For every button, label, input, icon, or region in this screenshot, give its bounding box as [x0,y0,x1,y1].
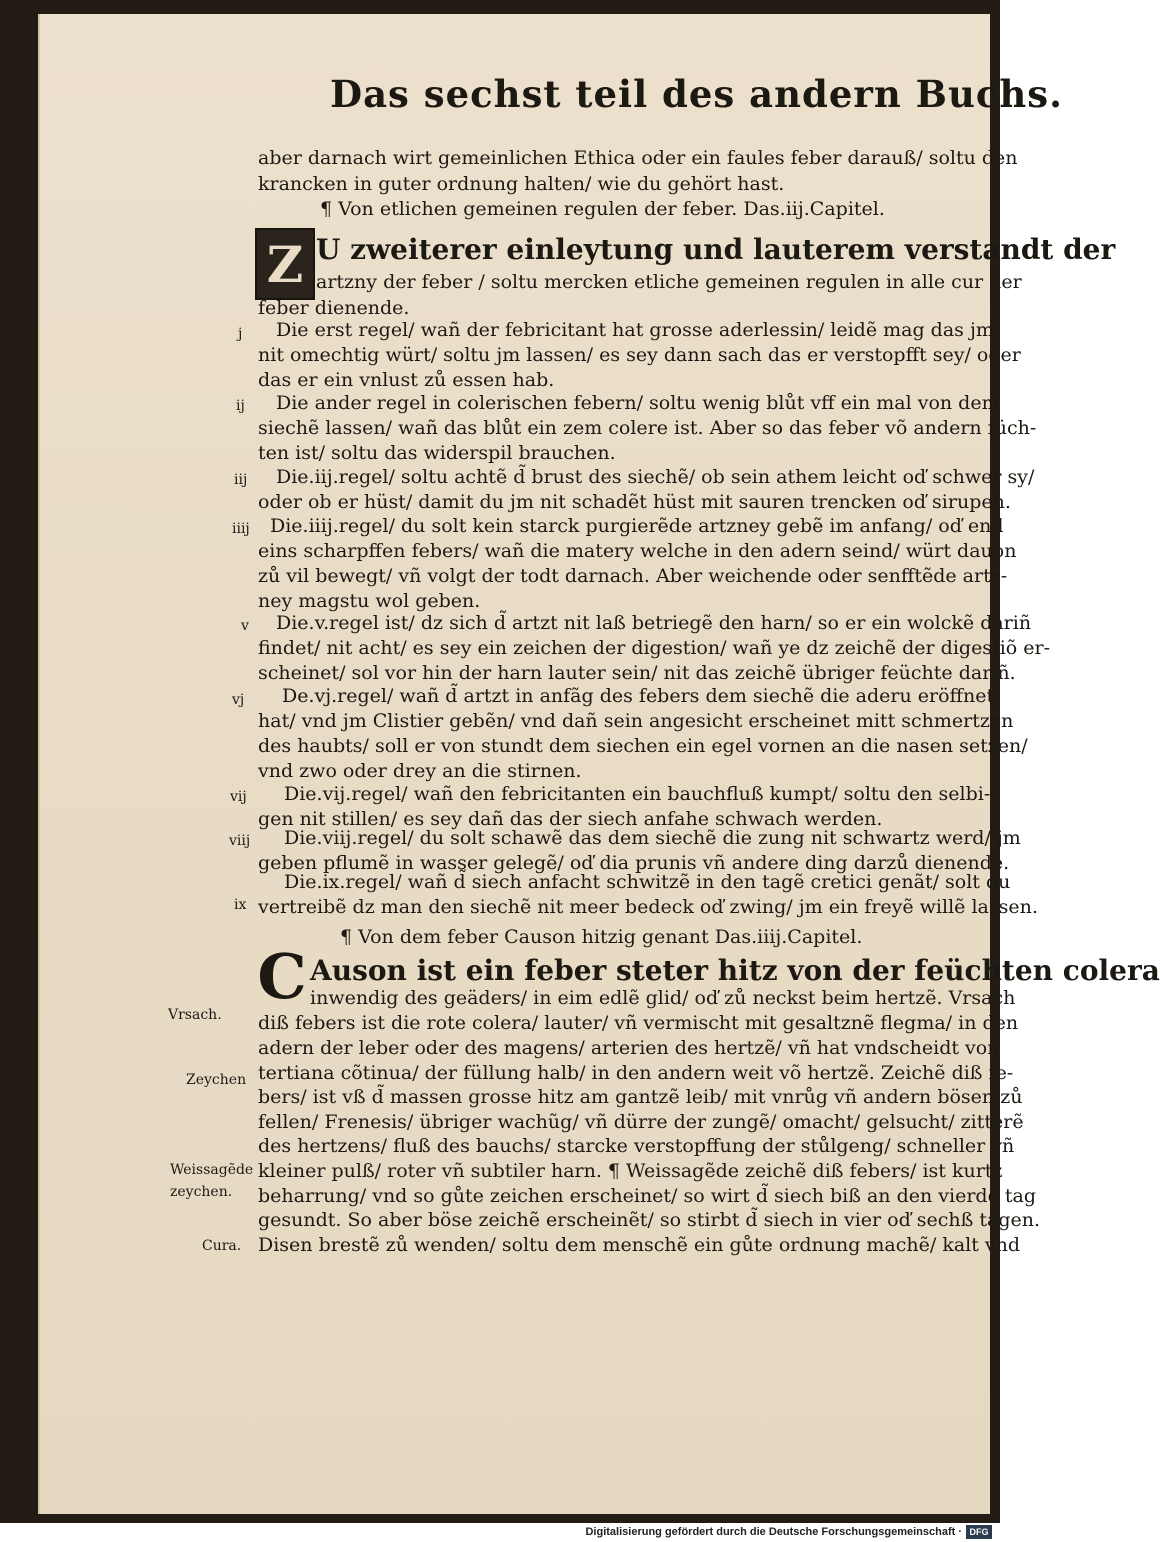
text-line: diß febers ist die rote colera/ lauter/ vñ vermischt mit gesaltznẽ flegma/ in den [258,1012,1019,1034]
large-initial: C [257,939,307,1013]
text-line: oder ob er hüst/ damit du jm nit schadẽt hüst mit sauren trencken oď sirupen. [258,491,1011,513]
text-line: geben pflumẽ in wasser gelegẽ/ oď dia prunis vñ andere ding darzů dienende. [258,852,1010,874]
text-line: artzny der feber / soltu mercken etliche gemeinen regulen in alle cur der [316,271,1022,293]
text-line: siechẽ lassen/ wañ das blůt ein zem colere ist. Aber so das feber võ andern füch- [258,417,1037,439]
dfg-logo: DFG [966,1525,992,1539]
text-line: des hertzens/ fluß des bauchs/ starcke verstopffung der stůlgeng/ schneller vñ [258,1135,1015,1157]
text-line: das er ein vnlust zů essen hab. [258,369,555,391]
text-line: gen nit stillen/ es sey dañ das der siech anfahe schwach werden. [258,808,883,830]
text-line: Die.v.regel ist/ dz sich d̃ artzt nit laß betriegẽ den harn/ so er ein wolckẽ dariñ [276,612,1032,634]
text-line: findet/ nit acht/ es sey ein zeichen der digestion/ wañ ye dz zeichẽ der digestiõ er- [258,637,1050,659]
text-line: ney magstu wol geben. [258,590,481,612]
text-line: hat/ vnd jm Clistier gebẽn/ vnd dañ sein angesicht erscheinet mitt schmertzen [258,710,1014,732]
text-line: bers/ ist vß d̃ massen grosse hitz am gantzẽ leib/ mit vnrůg vñ andern bösen zů [258,1086,1023,1108]
text-line: U zweiterer einleytung und lauterem verstandt der [316,233,1116,266]
text-line: zů vil bewegt/ vñ volgt der todt darnach. Aber weichende oder senfftẽde artz- [258,565,1008,587]
decorated-initial: Z [255,228,315,300]
text-line: des haubts/ soll er von stundt dem siechen ein egel vornen an die nasen setzen/ [258,735,1028,757]
text-line: aber darnach wirt gemeinlichen Ethica oder ein faules feber darauß/ soltu den [258,147,1018,169]
footer-bar [0,1523,1000,1542]
rule-numeral: iiij [232,521,250,537]
text-line: Die.iij.regel/ soltu achtẽ d̃ brust des siechẽ/ ob sein athem leicht oď schwer sy/ [276,466,1035,488]
text-line: ten ist/ soltu das widerspil brauchen. [258,442,616,464]
text-line: De.vj.regel/ wañ d̃ artzt in anfãg des febers dem siechẽ die aderu eröffnet [282,685,995,707]
rule-numeral: vj [232,692,245,708]
rule-numeral: j [238,326,243,342]
text-line: Die.ix.regel/ wañ d̃ siech anfacht schwitzẽ in den tagẽ cretici genãt/ solt du [284,871,1011,893]
text-line: Die.vij.regel/ wañ den febricitanten ein bauchfluß kumpt/ soltu den selbi- [284,783,991,805]
margin-note: Cura. [202,1238,242,1254]
text-line: Die ander regel in colerischen febern/ soltu wenig blůt vff ein mal von dem [276,392,1000,414]
text-line: Die.iiij.regel/ du solt kein starck purgierẽde artzney gebẽ im anfang/ oď end [270,515,1004,537]
text-line: vnd zwo oder drey an die stirnen. [258,760,582,782]
rule-numeral: ix [234,897,247,913]
rule-numeral: ij [236,398,245,414]
text-line: adern der leber oder des magens/ arterien des hertzẽ/ vñ hat vndscheidt von [258,1037,1000,1059]
text-line: inwendig des geäders/ in eim edlẽ glid/ oď zů neckst beim hertzẽ. Vrsach [310,987,1016,1009]
margin-note: Weissagẽde [170,1162,254,1178]
text-line: scheinet/ sol vor hin der harn lauter sein/ nit das zeichẽ übriger feüchte dariñ. [258,662,1016,684]
text-line: tertiana cõtinua/ der füllung halb/ in den andern weit võ hertzẽ. Zeichẽ diß fe- [258,1062,1014,1084]
rule-numeral: v [241,618,249,634]
text-line: feber dienende. [258,297,410,319]
rule-numeral: viij [229,833,251,849]
text-line: kleiner pulß/ roter vñ subtiler harn. ¶ Weissagẽde zeichẽ diß febers/ ist kurtz [258,1160,1003,1182]
text-line: eins scharpffen febers/ wañ die matery welche in den adern seind/ würt dauon [258,540,1017,562]
page-header: Das sechst teil des andern Buchs. [330,72,1064,116]
text-line: Die.viij.regel/ du solt schawẽ das dem siechẽ die zung nit schwartz werd/ jm [284,827,1021,849]
chapter-caption: ¶ Von dem feber Causon hitzig genant Das.iiij.Capitel. [340,926,863,948]
text-line: nit omechtig würt/ soltu jm lassen/ es sey dann sach das er verstopfft sey/ oder [258,344,1021,366]
footer-credit: Digitalisierung gefördert durch die Deutsche Forschungsgemeinschaft · [585,1526,962,1538]
text-line: Auson ist ein feber steter hitz von der feüchten colera [310,954,1160,987]
chapter-caption: ¶ Von etlichen gemeinen regulen der feber. Das.iij.Capitel. [320,198,885,220]
text-line: beharrung/ vnd so gůte zeichen erscheinet/ so wirt d̃ siech biß an den vierdẽ tag [258,1185,1036,1207]
rule-numeral: iij [234,472,248,488]
margin-note: zeychen. [170,1184,233,1200]
text-line: Die erst regel/ wañ der febricitant hat grosse aderlessin/ leidẽ mag das jm [276,319,994,341]
text-line: vertreibẽ dz man den siechẽ nit meer bedeck oď zwing/ jm ein freyẽ willẽ lassen. [258,896,1038,918]
margin-note: Zeychen [186,1072,247,1088]
text-line: Disen brestẽ zů wenden/ soltu dem menschẽ ein gůte ordnung machẽ/ kalt vnd [258,1234,1021,1256]
text-line: gesundt. So aber böse zeichẽ erscheinẽt/ so stirbt d̃ siech in vier oď sechß tagen. [258,1209,1041,1231]
text-line: fellen/ Frenesis/ übriger wachũg/ vñ dürre der zungẽ/ omacht/ gelsucht/ zitterẽ [258,1111,1024,1133]
margin-note: Vrsach. [168,1007,222,1023]
text-line: krancken in guter ordnung halten/ wie du gehört hast. [258,173,785,195]
rule-numeral: vij [230,789,247,805]
